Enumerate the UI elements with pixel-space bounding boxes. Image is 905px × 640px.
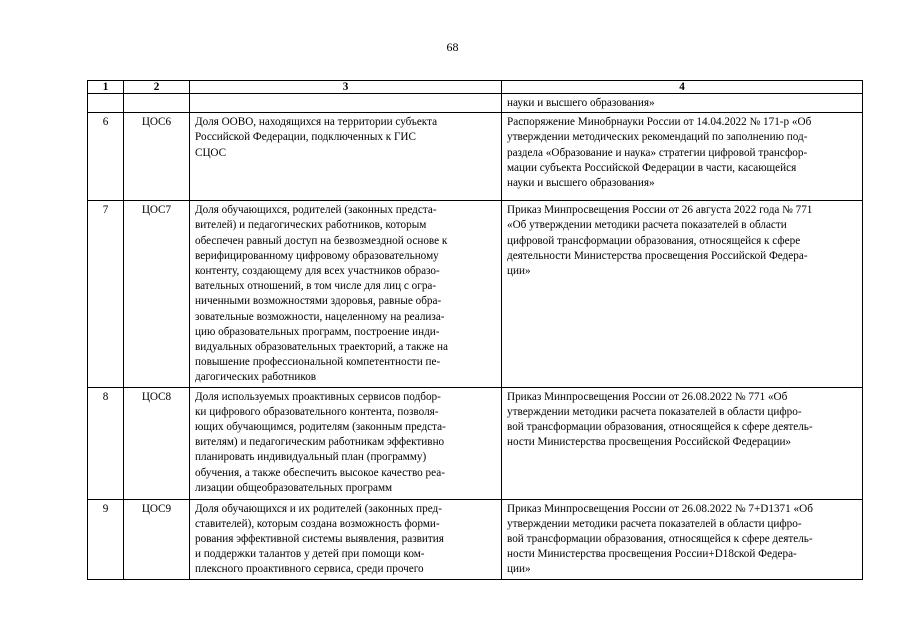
row-number: 7 (88, 201, 124, 387)
table-row (88, 387, 863, 499)
page-number: 68 (446, 40, 459, 54)
column-header-2: 2 (124, 81, 190, 94)
table-row (88, 113, 863, 201)
source-document: Приказ Минпросвещения России от 26 августа 2022 года № 771 «Об утверждении методики расчета показателей в области цифровой трансформации образования, относящейся к сфере деятельности Министерства просвещения Российской Федера- ции» (502, 201, 863, 387)
indicator-description: Доля обучающихся, родителей (законных предста- вителей) и педагогических работников, которым обеспечен равный доступ на безвозмездной основе к верифицированному цифровому образовательному контенту, создающему для всех участников образо- вательных отношений, в том числе для лиц с огра- ниченными возможностями здоровья, равные обра- зовательные возможности, нацеленному на реализа- цию образовательных программ, построение инди- видуальных образовательных траекторий, а также на повышение профессиональной компетентности пе- дагогических работников (190, 201, 502, 387)
table-header-row (88, 81, 863, 94)
indicator-description (190, 94, 502, 113)
source-document: Приказ Минпросвещения России от 26.08.2022 № 771 «Об утверждении методики расчета показателей в области цифро- вой трансформации образования, относящейся к сфере деятель- ности Министерства просвещения Российской Федерации» (502, 387, 863, 499)
row-number: 9 (88, 499, 124, 579)
indicator-description: Доля используемых проактивных сервисов подбор- ки цифрового образовательного контента, позволя- ющих обучающимся, родителям (законным предста- вителям) и педагогическим работникам эффективно планировать индивидуальный план (программу) обучения, а также обеспечить высокое качество реа- лизации общеобразовательных программ (190, 387, 502, 499)
row-number (88, 94, 124, 113)
row-number: 6 (88, 113, 124, 201)
indicators-table (87, 80, 863, 580)
indicator-code: ЦОС6 (124, 113, 190, 201)
indicator-description: Доля обучающихся и их родителей (законных пред- ставителей), которым создана возможность форми- рования эффективной системы выявления, развития и поддержки талантов у детей при помощи ком- плексного проактивного сервиса, среди прочего (190, 499, 502, 579)
source-document: Распоряжение Минобрнауки России от 14.04.2022 № 171-р «Об утверждении методических рекомендаций по заполнению под- раздела «Образование и наука» стратегии цифровой трансфор- мации субъекта Российской Федерации в части, касающейся науки и высшего образования» (502, 113, 863, 201)
source-document: науки и высшего образования» (502, 94, 863, 113)
indicator-code: ЦОС9 (124, 499, 190, 579)
table-row-continuation (88, 94, 863, 113)
column-header-3: 3 (190, 81, 502, 94)
indicator-code: ЦОС7 (124, 201, 190, 387)
table-row (88, 499, 863, 579)
row-number: 8 (88, 387, 124, 499)
source-document: Приказ Минпросвещения России от 26.08.2022 № 7+D1371 «Об утверждении методики расчета показателей в области цифро- вой трансформации образования, относящейся к сфере деятель- ности Министерства просвещения России+D18ской Федера- ции» (502, 499, 863, 579)
column-header-1: 1 (88, 81, 124, 94)
indicator-code: ЦОС8 (124, 387, 190, 499)
column-header-4: 4 (502, 81, 863, 94)
indicator-description: Доля ООВО, находящихся на территории субъекта Российской Федерации, подключенных к ГИС СЦОС (190, 113, 502, 201)
table-row (88, 201, 863, 387)
indicator-code (124, 94, 190, 113)
